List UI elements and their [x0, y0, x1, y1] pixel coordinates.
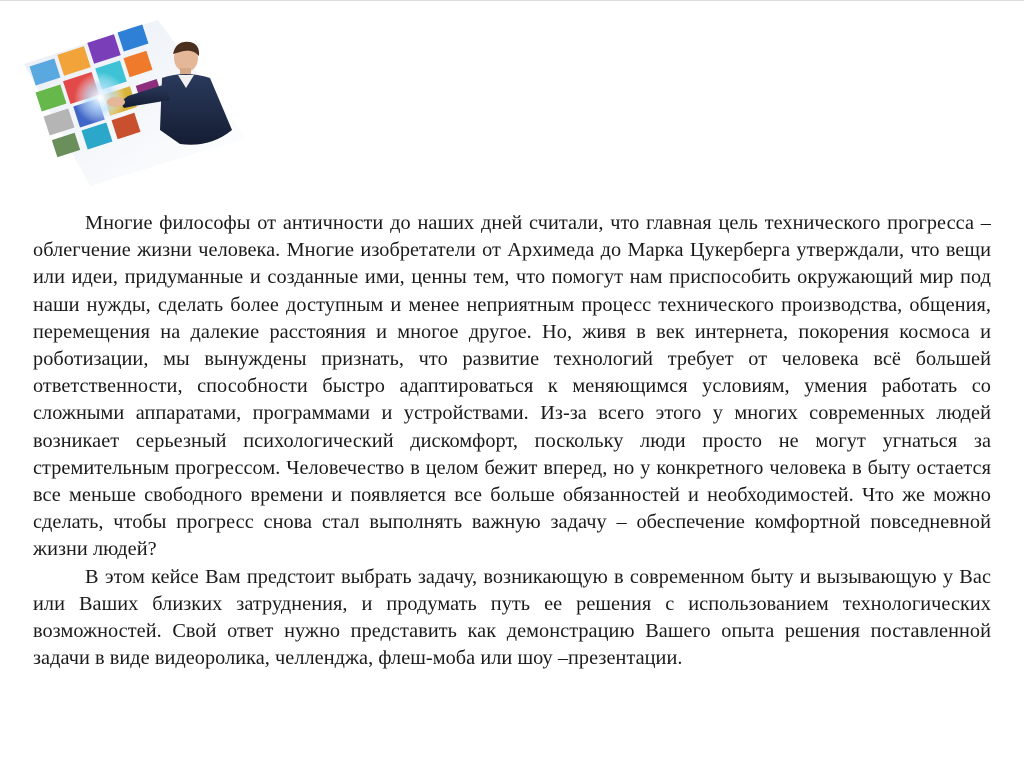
businessman-touchscreen-media-illustration — [20, 12, 252, 188]
task-paragraph: В этом кейсе Вам предстоит выбрать задачу, возникающую в современном быту и вызывающую у Вас или Ваших близких затруднения, и продумать путь ее решения с использованием технологических возможностей. Свой ответ нужно представить как демонстрацию Вашего опыта решения поставленной задачи в виде видеоролика, челленджа, флеш-моба или шоу –презентации. — [33, 565, 991, 670]
slide-top-border — [0, 0, 1024, 1]
intro-paragraph: Многие философы от античности до наших дней считали, что главная цель технического прогресса – облегчение жизни человека. Многие изобретатели от Архимеда до Марка Цукерберга утверждали, что вещи или идеи, придуманные и созданные ими, ценны тем, что помогут нам приспособить окружающий мир под наши нужды, сделать более доступным и менее неприятным процесс технического производства, общения, перемещения на далекие расстояния и многое другое. Но, живя в век интернета, покорения космоса и роботизации, мы вынуждены признать, что развитие технологий требует от человека всё большей ответственности, способности быстро адаптироваться к меняющимся условиям, умения работать со сложными аппаратами, программами и устройствами. Из-за всего этого у многих современных людей возникает серьезный психологический дискомфорт, поскольку люди просто не могут угнаться за стремительным прогрессом. Человечество в целом бежит вперед, но у конкретного человека в быту остается все меньше свободного времени и появляется все больше обязанностей и необходимостей. Что же можно сделать, чтобы прогресс снова стал выполнять важную задачу – обеспечение комфортной повседневной жизни людей? — [33, 212, 991, 561]
case-description-text — [33, 210, 991, 672]
